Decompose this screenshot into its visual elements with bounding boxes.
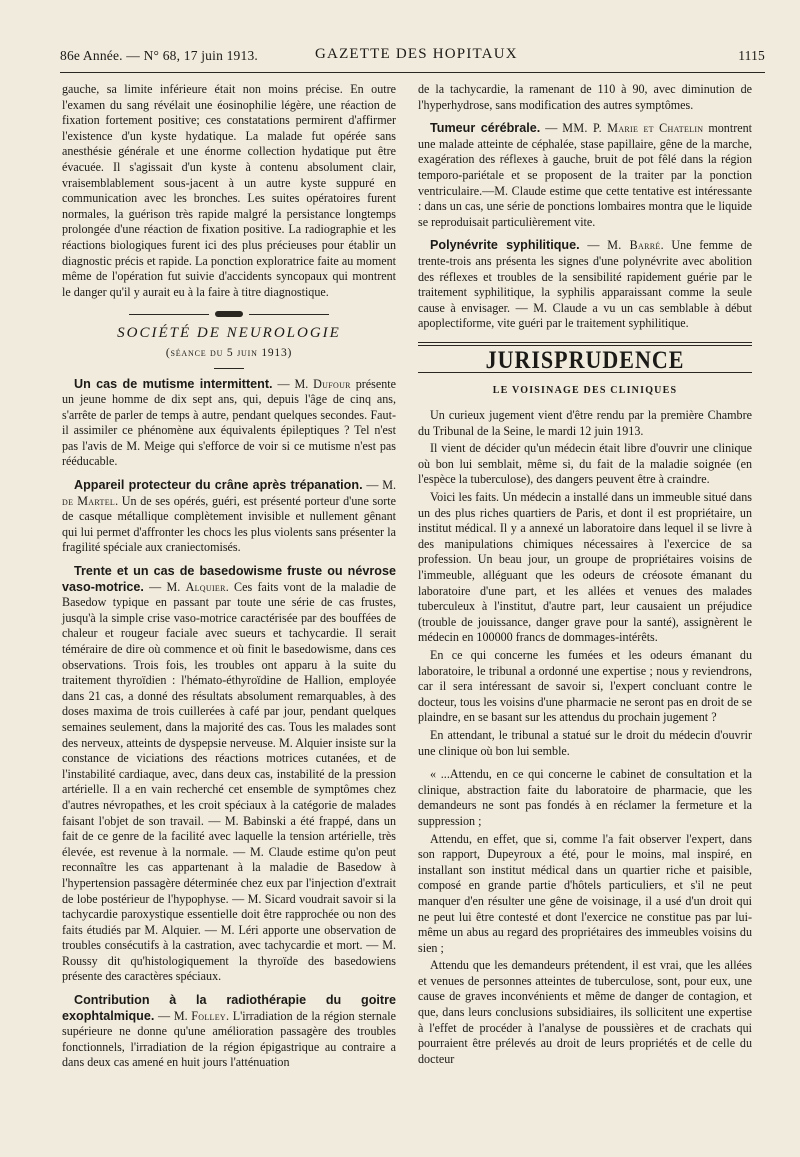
journal-title: GAZETTE DES HOPITAUX — [315, 46, 518, 62]
intro-paragraph: gauche, sa limite inférieure était non moins précise. En outre l'examen du sang révélait une éosinophilie légère, une réaction de fixation fortement positive; ces constatations permirent d'affirmer l'existence d'un kyste hydatique. La malade fut opérée sans anesthésie générale et une énorme collection hydatique put être évacuée. Il s'agissait d'un kyste à contenu absolument clair, vraisemblablement sous-jacent à un autre kyste suppuré en communication avec les bronches. Les suites opératoires furent normales, la guérison très rapide malgré la persistance longtemps prolongée d'une réaction de fixation positive. La radiographie et les réactions biologiques furent ici des plus précieuses pour établir un diagnostic précis et rapide. La ponction exploratrice faite au moment même de l'opération fut suivie d'accidents syncopaux qui montrent le danger qu'il y aurait eu à la faire à titre diagnostique. — [62, 82, 396, 299]
article-item: Appareil protecteur du crâne après trépanation. — M. de Martel. Un de ses opérés, guéri, est présenté porteur d'une sorte de casque métallique complètement invisible et nullement gênant qui lui permet d'affronter les chocs les plus violents sans présenter la fragilité spéciale aux craniectomisés. — [62, 478, 396, 555]
quote-paragraph: Attendu que les demandeurs prétendent, il est vrai, que les allées et venues de personnes atteintes de tuberculose, sont, pour eux, une cause de graves inconvénients et même de danger de contagion, et que, dans leurs conclusions subsidiaires, ils sollicitent une expertise à l'effet de procéder à l'analyse de poussières et de crachats qui pourraient être prélevés au droit de leurs propriétés et de celle du docteur — [418, 958, 752, 1066]
article-item: Un cas de mutisme intermittent. — M. Dufour présente un jeune homme de dix sept ans, qui, depuis l'âge de cinq ans, s'arrête de parler de temps à autre, pendant quelques secondes. Faut-il assimiler ce phénomène aux équivalents épileptiques ? Tel n'est pas l'avis de M. Meige qui s'efforce de voir si ce mutisme n'est pas rééducable. — [62, 376, 396, 469]
body-paragraph: Un curieux jugement vient d'être rendu par la première Chambre du Tribunal de la Seine, le mardi 12 juin 1913. — [418, 408, 752, 438]
article-body: présente un jeune homme de dix sept ans, qui, depuis l'âge de cinq ans, s'arrête de parler de temps à autre, pendant quelques secondes. Faut-il assimiler ce phénomène aux équivalents épileptiques ? Tel n'est pas l'avis de M. Meige qui s'efforce de voir si ce mutisme n'est pas rééducable. — [62, 376, 396, 469]
article-body: . L'irradiation de la région sternale supérieure ne donne qu'une amélioration passagère des troubles fonctionnels, l'irradiation de la région épigastrique au contraire a dans deux cas amené en huit jours l'atténuation — [62, 1008, 396, 1070]
quote-paragraph: « ...Attendu, en ce qui concerne le cabinet de consultation et la clinique, abstraction faite du laboratoire de pharmacie, que les demandeurs ne sont pas fondés à en réclamer la fermeture et la suppression ; — [418, 767, 752, 828]
article-item: Contribution à la radiothérapie du goitre exophtalmique. — M. Folley. L'irradiation de la région sternale supérieure ne donne qu'une amélioration passagère des troubles fonctionnels, l'irradiation de la région épigastrique au contraire a dans deux cas amené en huit jours l'atténuation — [62, 993, 396, 1070]
left-column — [62, 82, 396, 1073]
article-title: Appareil protecteur du crâne après trépanation. — [74, 478, 363, 493]
judgment-quote — [418, 767, 752, 1067]
article-title: Tumeur cérébrale. — [430, 121, 541, 136]
article-author: MM. P. Marie et Chatelin — [562, 121, 704, 136]
section-title: JURISPRUDENCE — [485, 344, 685, 374]
page-header — [60, 46, 765, 68]
short-rule — [214, 368, 244, 369]
article-item: Polynévrite syphilitique. — M. Barré. Une femme de trente-trois ans présenta les signes d'une polynévrite avec abolition des réflexes et troubles de la sensibilité rapidement guérie par le traitement syphilitique, la syphilis apparaissant comme la seule cause à envisager. — M. Claude a vu un cas semblable à début apoplectiforme, vite guéri par le traitement syphilitique. — [418, 238, 752, 331]
header-rule — [60, 72, 765, 73]
society-session: (séance du 5 juin 1913) — [165, 346, 293, 359]
article-author: Alquier — [185, 579, 226, 594]
article-title: Contribution à la radiothérapie du goitre exophtalmique. — [62, 993, 396, 1023]
article-author: de Martel — [62, 493, 116, 508]
page-number: 1115 — [738, 48, 765, 63]
article-body: . Ces faits vont de la maladie de Basedow typique en passant par toute une série de cas frustes, jusqu'à la simple crise vaso-motrice caractérisée par des bouffées de chaleur et rougeur faciale avec sueurs et tachycardie. Il serait téméraire de dire où commence et où finit le basedowisme, dans ces observations. Trois fois, les troubles ont apparu à la suite du traitement thyroïdien : l'hémato-éthyroïdine de Hallion, employée dans 21 cas, a donné des résultats absolument remarquables, à des doses maxima de trois cuillerées à café par jour, pendant quelques semaines seulement, dans la majorité des cas. Tous les malades sont des nerveux, atteints de dyspepsie nerveuse. M. Alquier insiste sur la constance de viciations des réactions motrices cutanées, et de l'instabilité cardiaque, avec, dans deux cas, instabilité de la pression artérielle. Il a en vain recherché cet ensemble de symptômes chez d'autres névropathes, et les croit spéciaux à la catégorie de malades faisant l'objet de son travail. — M. Babinski a été frappé, dans un fait de ce genre de la facilité avec laquelle la tension artérielle, très élevée, est revenue à la normale. — M. Claude estime qu'on peut reconnaître les cas appartenant à la maladie de Basedow à l'hypertension passagère déterminée chez eux par l'injection d'extrait de lobe postérieur de l'hypophyse. — M. Sicard voudrait savoir si la tachycardie paroxystique essentielle doit être rapprochée ou non des faits étudiés par M. Alquier. — M. Léri apporte une observation de troubles consécutifs à la castration, avec tachycardie et mort. — M. Roussy dit qu'histologiquement la thyroïde des basedowiens présente des caractères spéciaux. — [62, 579, 396, 984]
society-title: SOCIÉTÉ DE NEUROLOGIE — [117, 325, 341, 342]
article-item: Tumeur cérébrale. — MM. P. Marie et Chatelin montrent une malade atteinte de céphalée, stase papillaire, gêne de la marche, exagération des réflexes à gauche, bruit de pot fêlé dans la région temporo-pariétale et se proposent de la traiter par la ponction ventriculaire.—M. Claude estime que cette tentative est intéressante : dans un cas, une série de ponctions lombaires montra que le liquide se reproduisait particulièrement vite. — [418, 121, 753, 229]
body-paragraph: Il vient de décider qu'un médecin était libre d'ouvrir une clinique où bon lui semblait, même si, du fait de la maladie soignée (en l'espèce la tuberculose), des dangers peuvent être à craindre. — [418, 441, 752, 487]
body-paragraph: Voici les faits. Un médecin a installé dans un immeuble situé dans un des plus riches quartiers de Paris, et dont il est propriétaire, un institut médical. Il y a annexé un laboratoire dans lequel il se livre à des manipulations chimiques nécessaires à l'exercice de sa profession. Un beau jour, un groupe de propriétaires voisins de l'immeuble, alléguant que les odeurs de créosote émanant du laboratoire d'une part, et les allées et venues des malades tuberculeux à l'institut, d'autre part, leur causaient un préjudice (trouble de jouissance, danger grave pour la santé), assignèrent le médecin en 100000 francs de dommages-intérêts. — [418, 490, 752, 645]
article-body: montrent une malade atteinte de céphalée, stase papillaire, gêne de la marche, exagération des réflexes à gauche, bruit de pot fêlé dans la région temporo-pariétale et se proposent de la traiter par la ponction ventriculaire.—M. Claude estime que cette tentative est intéressante : dans un cas, une série de ponctions lombaires montra que le liquide se reproduisait particulièrement vite. — [418, 121, 753, 229]
article-author: Dufour — [313, 376, 351, 391]
body-paragraph: En attendant, le tribunal a statué sur le droit du médecin d'ouvrir une clinique où bon lui semble. — [418, 727, 752, 758]
article-body: . Un de ses opérés, guéri, est présenté porteur d'une sorte de casque métallique complètement invisible et nullement gênant qui lui permet d'affronter les chocs les plus violents sans présenter la fragilité spéciale aux craniectomisés. — [62, 493, 396, 555]
article-title: Un cas de mutisme intermittent. — [74, 376, 273, 391]
continuation-paragraph: de la tachycardie, la ramenant de 110 à 90, avec diminution de l'hyperhydrose, sans modification des autres symptômes. — [418, 82, 752, 112]
right-column — [418, 82, 752, 1069]
issue-line: 86e Année. — N° 68, 17 juin 1913. — [60, 48, 258, 63]
article-body: . Une femme de trente-trois ans présenta les signes d'une polynévrite avec abolition des réflexes et troubles de la sensibilité rapidement guérie par le traitement syphilitique, la syphilis apparaissant comme la seule cause à envisager. — M. Claude a vu un cas semblable à début apoplectiforme, vite guéri par le traitement syphilitique. — [418, 238, 752, 331]
body-paragraph: En ce qui concerne les fumées et les odeurs émanant du laboratoire, le tribunal a ordonné une expertise ; nous y reviendrons, car il sera intéressant de savoir si, l'expert concluant contre le docteur, tous les voisins d'une pharmacie ne seront pas en droit de se plaindre, en se basant sur les attendus du prochain jugement ? — [418, 648, 752, 725]
section-subtitle: LE VOISINAGE DES CLINIQUES — [492, 384, 678, 396]
article-title: Trente et un cas de basedowisme fruste ou névrose vaso-motrice. — [62, 564, 396, 594]
quote-paragraph: Attendu, en effet, que si, comme l'a fait observer l'expert, dans son rapport, Dupeyroux a été, pour le moins, mal inspiré, en installant son institut médical dans un quartier riche et paisible, composé en grande partie d'hôtels particuliers, et s'il ne peut manquer d'en résulter une gêne de voisinage, il a usé d'un droit qui ne peut lui être contesté et dont l'exercice ne constitue pas par lui-même un abus au regard des propriétaires des immeubles voisins du sien ; — [418, 831, 752, 955]
article-author: Folley — [191, 1008, 227, 1023]
article-item: Trente et un cas de basedowisme fruste ou névrose vaso-motrice. — M. Alquier. Ces faits vont de la maladie de Basedow typique en passant par toute une série de cas frustes, jusqu'à la simple crise vaso-motrice caractérisée par des bouffées de chaleur et rougeur faciale avec sueurs et tachycardie. Il serait téméraire de dire où commence et où finit le basedowisme, dans ces observations. Trois fois, les troubles ont apparu à la suite du traitement thyroïdien : l'hémato-éthyroïdine de Hallion, employée dans 21 cas, a donné des résultats absolument remarquables, à des doses maxima de trois cuillerées à café par jour, pendant quelques semaines seulement, dans la majorité des cas. Tous les malades sont des nerveux, atteints de dyspepsie nerveuse. M. Alquier insiste sur la constance de viciations des réactions motrices cutanées, et de l'instabilité cardiaque, avec, dans deux cas, instabilité de la pression artérielle. Il a en vain recherché cet ensemble de symptômes chez d'autres névropathes, et les croit spéciaux à la catégorie de malades faisant l'objet de son travail. — M. Babinski a été frappé, dans un fait de ce genre de la facilité avec laquelle la tension artérielle, très élevée, est revenue à la normale. — M. Claude estime qu'on peut reconnaître les cas appartenant à la maladie de Basedow à l'hypertension passagère déterminée chez eux par l'injection d'extrait de lobe postérieur de l'hypophyse. — M. Sicard voudrait savoir si la tachycardie paroxystique essentielle doit être rapprochée ou non des faits étudiés par M. Alquier. — M. Léri apporte une observation de troubles consécutifs à la castration, avec tachycardie et mort. — M. Roussy dit qu'histologiquement la thyroïde des basedowiens présente des caractères spéciaux. — [62, 564, 396, 984]
ornament-divider — [129, 310, 329, 320]
article-author: M. Barré — [607, 238, 661, 253]
article-title: Polynévrite syphilitique. — [430, 238, 580, 253]
